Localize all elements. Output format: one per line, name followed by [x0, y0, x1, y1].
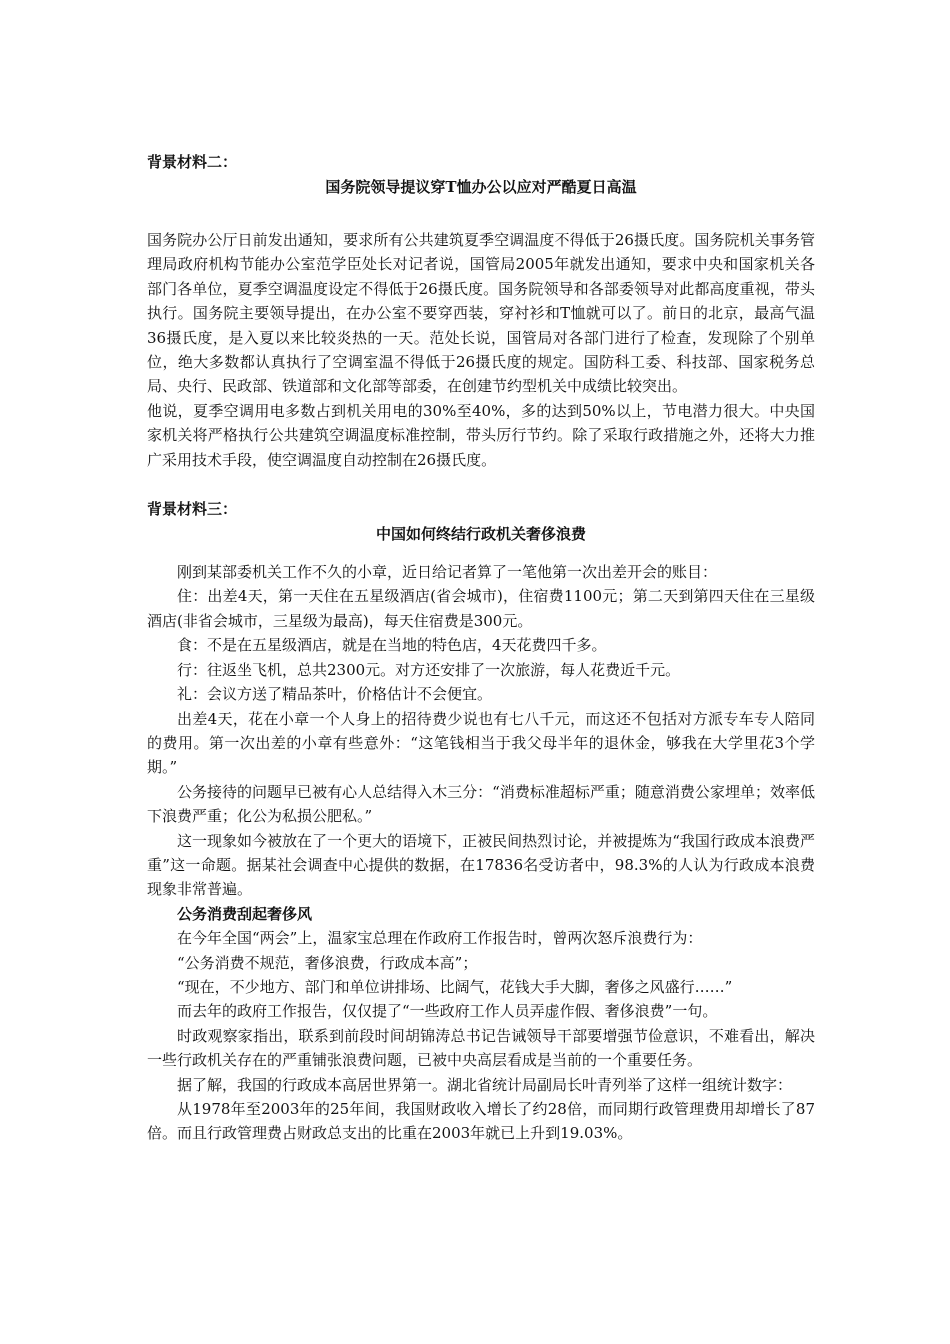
section3-label: 背景材料三：: [147, 500, 238, 519]
section3-quote: “公务消费不规范，奢侈浪费，行政成本高”；: [177, 953, 478, 972]
section3-paragraph: 刚到某部委机关工作不久的小章，近日给记者算了一笔他第一次出差开会的账目：: [177, 563, 718, 582]
section3-paragraph: 而去年的政府工作报告，仅仅提了“一些政府工作人员弄虚作假、奢侈浪费”一句。: [177, 1002, 718, 1021]
section2-title: 国务院领导提议穿T恤办公以应对严酷夏日高温: [325, 178, 637, 196]
document-content: [147, 150, 815, 1146]
section3-quote: “现在，不少地方、部门和单位讲排场、比阔气，花钱大手大脚，奢侈之风盛行……”: [177, 977, 733, 996]
section3-paragraph: 住：出差4天，第一天住在五星级酒店(省会城市)，住宿费1100元；第二天到第四天住在三星级酒店(非省会城市，三星级为最高)，每天住宿费是300元。: [147, 587, 815, 630]
section3-paragraph: 据了解，我国的行政成本高居世界第一。湖北省统计局副局长叶青列举了这样一组统计数字：: [177, 1075, 793, 1094]
section2-label: 背景材料二：: [147, 153, 238, 171]
section3-paragraph: 时政观察家指出，联系到前段时间胡锦涛总书记告诫领导干部要增强节俭意识，不难看出，解决一些行政机关存在的严重铺张浪费问题，已被中央高层看成是当前的一个重要任务。: [147, 1026, 815, 1070]
section3-paragraph: 行：往返坐飞机，总共2300元。对方还安排了一次旅游，每人花费近千元。: [177, 660, 681, 679]
section3-subheading: 公务消费刮起奢侈风: [177, 904, 313, 923]
section3-paragraph: 从1978年至2003年的25年间，我国财政收入增长了约28倍，而同期行政管理费用却增长了87倍。而且行政管理费占财政总支出的比重在2003年就已上升到19.03%。: [147, 1100, 815, 1143]
section3-paragraph: 公务接待的问题早已被有心人总结得入木三分：“消费标准超标严重；随意消费公家埋单；效率低下浪费严重；化公为私损公肥私。”: [147, 782, 815, 826]
section2-paragraph: 他说，夏季空调用电多数占到机关用电的30%至40%，多的达到50%以上，节电潜力很大。中央国家机关将严格执行公共建筑空调温度标准控制，带头厉行节约。除了采取行政措施之外，还将大力推广采用技术手段，使空调温度自动控制在26摄氏度。: [147, 401, 815, 469]
section3-paragraph: 在今年全国“两会”上，温家宝总理在作政府工作报告时，曾两次怒斥浪费行为：: [177, 929, 703, 948]
section3-paragraph: 出差4天，花在小章一个人身上的招待费少说也有七八千元，而这还不包括对方派专车专人陪同的费用。第一次出差的小章有些意外：“这笔钱相当于我父母半年的退休金，够我在大学里花3个学期。”: [147, 709, 815, 777]
section3-paragraph: 这一现象如今被放在了一个更大的语境下，正被民间热烈讨论，并被提炼为“我国行政成本浪费严重”这一命题。据某社会调查中心提供的数据，在17836名受访者中，98.3%的人认为行政成本浪费现象非常普遍。: [147, 831, 815, 899]
section3-paragraph: 食：不是在五星级酒店，就是在当地的特色店，4天花费四千多。: [177, 636, 607, 655]
section2-paragraph: 国务院办公厅日前发出通知，要求所有公共建筑夏季空调温度不得低于26摄氏度。国务院机关事务管理局政府机构节能办公室范学臣处长对记者说，国管局2005年就发出通知，要求中央和国家机关各部门各单位，夏季空调温度设定不得低于26摄氏度。国务院领导和各部委领导对此都高度重视，带头执行。国务院主要领导提出，在办公室不要穿西装，穿衬衫和T恤就可以了。前日的北京，最高气温36摄氏度，是入夏以来比较炎热的一天。范处长说，国管局对各部门进行了检查，发现除了个别单位，绝大多数都认真执行了空调室温不得低于26摄氏度的规定。国防科工委、科技部、国家税务总局、央行、民政部、铁道部和文化部等部委，在创建节约型机关中成绩比较突出。: [147, 231, 815, 396]
section3-title: 中国如何终结行政机关奢侈浪费: [375, 525, 586, 544]
section3-paragraph: 礼：会议方送了精品茶叶，价格估计不会便宜。: [177, 685, 493, 704]
